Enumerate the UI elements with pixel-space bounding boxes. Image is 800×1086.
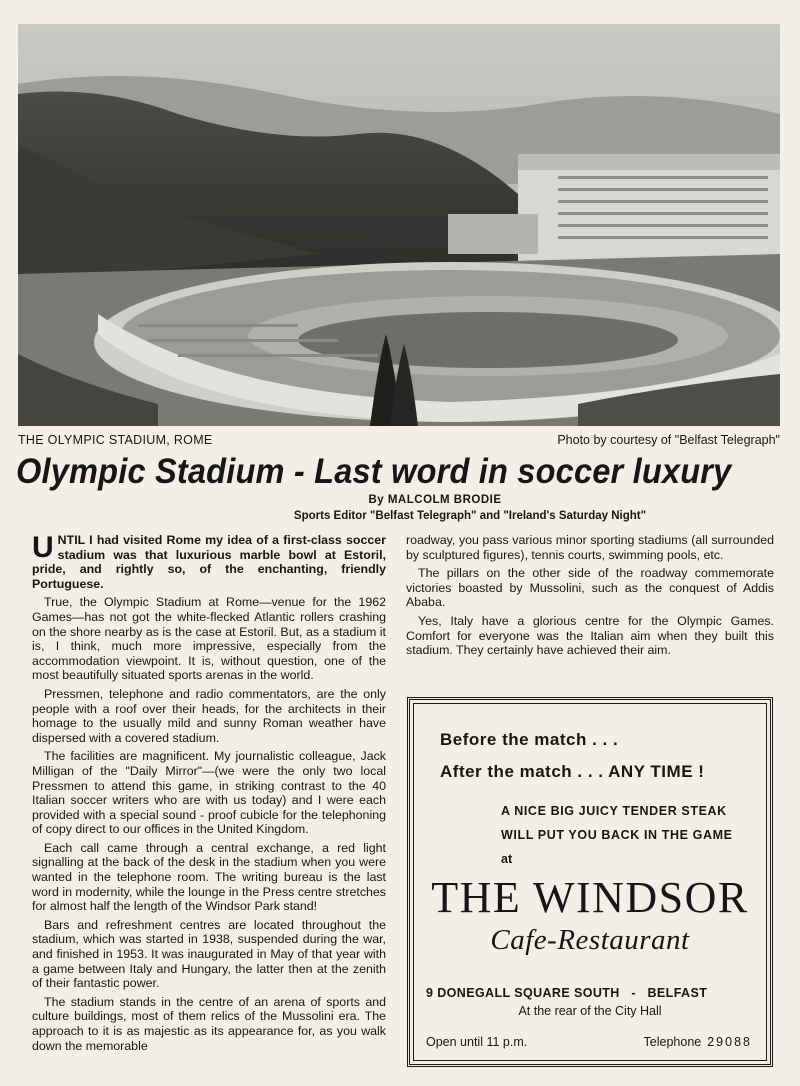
- lead-text: NTIL I had visited Rome my idea of a first-class soccer stadium was that luxurious marble bowl at Estoril, pride, and rightly so, of the enchanting, friendly Portuguese.: [32, 533, 386, 591]
- article-paragraph: Each call came through a central exchange, a red light signalling at the back of the desk in the stadium when you were wanted in the telephone room. The writing bureau is the last word in modernity, while the lounge in the Press centre stretches for almost half the length of the Windsor Park stand!: [32, 840, 386, 914]
- drop-cap: U: [32, 531, 54, 564]
- stadium-photo-image: [18, 24, 780, 426]
- article-paragraph: Bars and refreshment centres are located throughout the stadium, which was started in 1938, suspended during the war, and finished in 1953. It was inaugurated in May of that year with a game between Italy and Hungary, the latter then at the zenith of their fantastic power.: [32, 917, 386, 991]
- article-paragraph: The pillars on the other side of the roadway commemorate victories boasted by Mussolini, such as the conquest of Addis Ababa.: [406, 566, 774, 610]
- photo-credit: Photo by courtesy of "Belfast Telegraph": [557, 433, 780, 447]
- advert-line-at: at: [501, 852, 513, 866]
- advert-telephone: [644, 1035, 752, 1049]
- advert-line-steak: A NICE BIG JUICY TENDER STEAK: [501, 804, 727, 818]
- article-byline: By MALCOLM BRODIE: [368, 494, 502, 506]
- article-paragraph: The facilities are magnificent. My journalistic colleague, Jack Milligan of the "Daily Mirror"—(we were the only two local Pressmen to attend this game, in striking contrast to the 40 Italian soccer writers who are with us today) and I were each provided with a special sound - proof cubicle for the telephoning of copy direct to our offices in the United Kingdom.: [32, 749, 386, 837]
- article-lead: [32, 533, 386, 591]
- advert-line-game: WILL PUT YOU BACK IN THE GAME: [501, 828, 733, 842]
- article-paragraph: Pressmen, telephone and radio commentators, are the only people with a roof over their heads, for the architects in their homage to the usually mild and sunny Roman weather have dispersed with a covered stadium.: [32, 686, 386, 745]
- article-paragraph: roadway, you pass various minor sporting stadiums (all surrounded by sculptured figures), tennis courts, swimming pools, etc.: [406, 533, 774, 562]
- advert-restaurant-type: Cafe-Restaurant: [490, 924, 690, 956]
- advert-address-note: At the rear of the City Hall: [518, 1004, 662, 1018]
- advert-address: 9 DONEGALL SQUARE SOUTH - BELFAST: [426, 986, 708, 1000]
- article-column-left: [32, 533, 386, 1057]
- article-headline: Olympic Stadium - Last word in soccer luxury: [16, 452, 732, 491]
- article-paragraph: True, the Olympic Stadium at Rome—venue for the 1962 Games—has not got the white-flecked Atlantic rollers crashing on the shore nearby as is the case at Estoril. But, as a stadium it is, I think, much more impressive, especially from the accommodation viewpoint. It is, without question, one of the most beautifully situated sports arenas in the world.: [32, 595, 386, 683]
- windsor-advert: [407, 697, 773, 1067]
- telephone-number: 29088: [707, 1035, 752, 1049]
- article-column-right: [406, 533, 774, 662]
- article-paragraph: Yes, Italy have a glorious centre for the Olympic Games. Comfort for everyone was the Italian aim when they built this stadium. They certainly have achieved their aim.: [406, 613, 774, 658]
- advert-restaurant-name: THE WINDSOR: [431, 873, 749, 922]
- article-byline-role: Sports Editor "Belfast Telegraph" and "Ireland's Saturday Night": [293, 510, 647, 522]
- telephone-label: Telephone: [643, 1035, 702, 1049]
- advert-line-before: Before the match . . .: [440, 730, 619, 749]
- photo-caption: THE OLYMPIC STADIUM, ROME: [18, 433, 213, 447]
- article-paragraph: The stadium stands in the centre of an arena of sports and culture buildings, most of them relics of the Mussolini era. The approach to it is as majestic as its appearance for, as you walk down the memorable: [32, 994, 386, 1053]
- advert-line-after: After the match . . . ANY TIME !: [440, 762, 705, 781]
- stadium-photo: [18, 24, 780, 426]
- advert-opening-hours: Open until 11 p.m.: [426, 1035, 528, 1049]
